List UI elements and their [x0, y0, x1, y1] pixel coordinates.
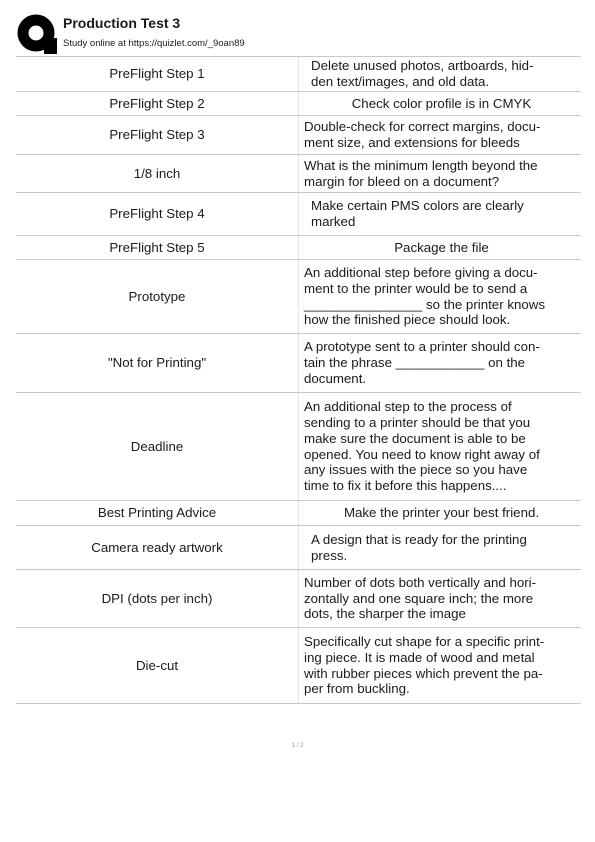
flashcard-table — [16, 56, 581, 704]
card-term: Camera ready artwork — [16, 526, 299, 570]
card-definition: Make the printer your best friend. — [299, 501, 582, 526]
table-row — [16, 155, 581, 193]
table-row — [16, 393, 581, 501]
page-number: 1 / 2 — [291, 743, 304, 749]
card-term: PreFlight Step 1 — [16, 57, 299, 92]
table-row — [16, 501, 581, 526]
card-definition: Package the file — [299, 236, 582, 260]
table-row — [16, 628, 581, 704]
card-term: Die-cut — [16, 628, 299, 704]
table-row — [16, 260, 581, 334]
table-row — [16, 334, 581, 393]
card-term: Deadline — [16, 393, 299, 501]
card-definition: Delete unused photos, artboards, hid- den text/images, and old data. — [299, 57, 582, 92]
card-definition: Number of dots both vertically and hori- zontally and one square inch; the more dots, the sharper the image — [299, 570, 582, 628]
card-definition: Make certain PMS colors are clearly marked — [299, 193, 582, 236]
card-definition: A design that is ready for the printing press. — [299, 526, 582, 570]
table-row — [16, 92, 581, 116]
card-definition: Double-check for correct margins, docu- ment size, and extensions for bleeds — [299, 116, 582, 155]
card-term: "Not for Printing" — [16, 334, 299, 393]
card-definition: An additional step before giving a docu- ment to the printer would be to send a ________________ so the printer knows how the finished piece should look. — [299, 260, 582, 334]
card-term: Best Printing Advice — [16, 501, 299, 526]
card-term: PreFlight Step 3 — [16, 116, 299, 155]
card-term: PreFlight Step 4 — [16, 193, 299, 236]
table-row — [16, 236, 581, 260]
card-definition: A prototype sent to a printer should con- tain the phrase ____________ on the document. — [299, 334, 582, 393]
card-term: 1/8 inch — [16, 155, 299, 193]
card-definition: An additional step to the process of sending to a printer should be that you make sure the document is able to be opened. You need to know right away of any issues with the piece so you have time to fix it before this happens.... — [299, 393, 582, 501]
card-term: PreFlight Step 2 — [16, 92, 299, 116]
card-definition: Specifically cut shape for a specific print- ing piece. It is made of wood and metal with rubber pieces which prevent the pa- per from buckling. — [299, 628, 582, 704]
table-row — [16, 57, 581, 92]
table-row — [16, 570, 581, 628]
document-title: Production Test 3 — [63, 15, 181, 31]
card-term: DPI (dots per inch) — [16, 570, 299, 628]
study-online-link[interactable]: Study online at https://quizlet.com/_9oan89 — [63, 38, 245, 49]
card-definition: What is the minimum length beyond the margin for bleed on a document? — [299, 155, 582, 193]
card-definition: Check color profile is in CMYK — [299, 92, 582, 116]
card-term: Prototype — [16, 260, 299, 334]
table-row — [16, 526, 581, 570]
card-term: PreFlight Step 5 — [16, 236, 299, 260]
table-row — [16, 193, 581, 236]
table-row — [16, 116, 581, 155]
quizlet-q-logo-icon — [17, 14, 57, 54]
